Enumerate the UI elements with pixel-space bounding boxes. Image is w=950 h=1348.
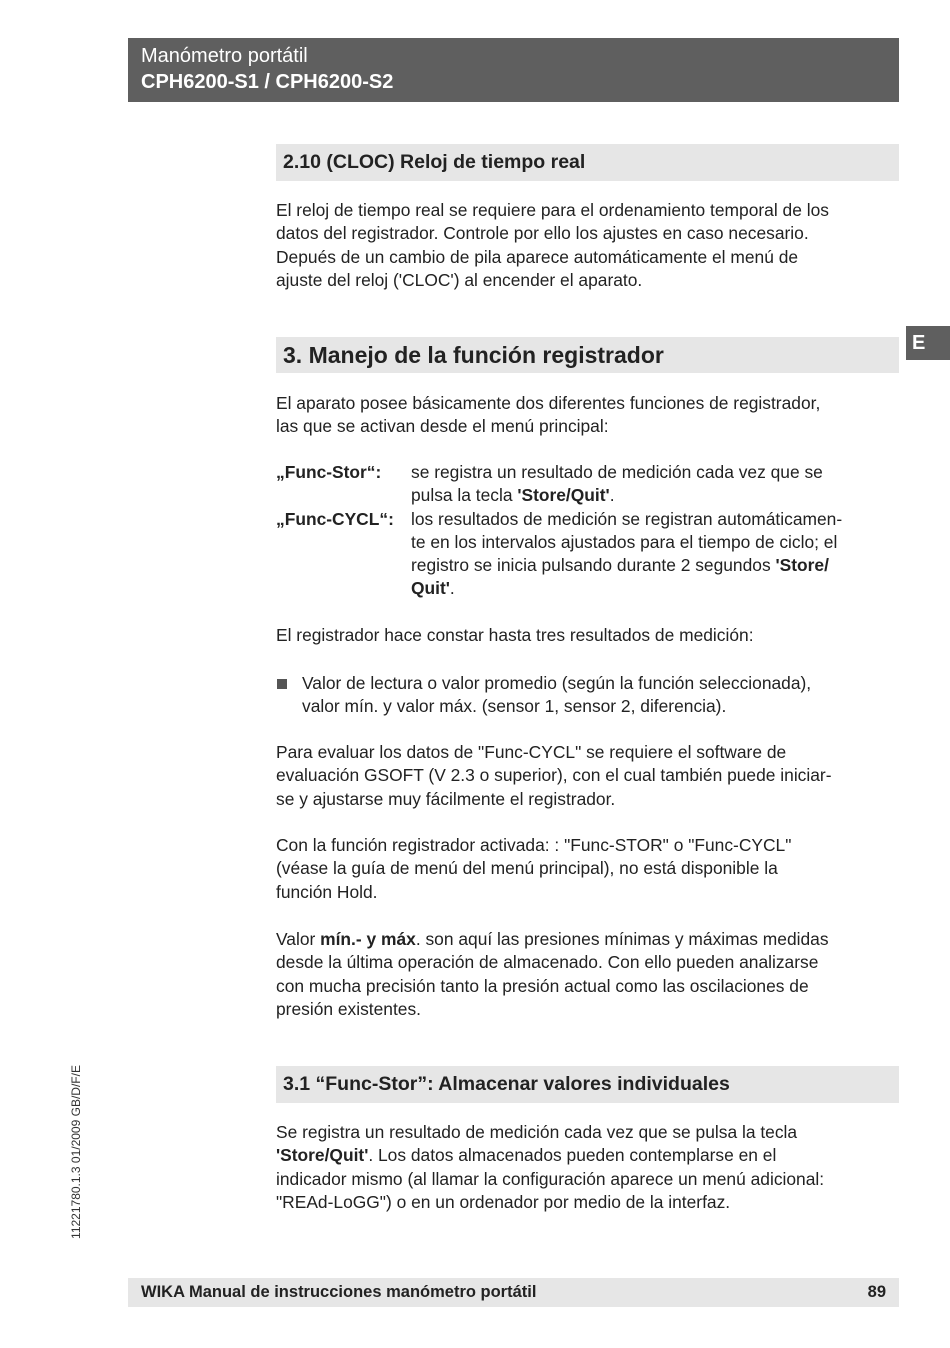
paragraph-hold: Con la función registrador activada: : "Func-STOR" o "Func-CYCL" (véase la guía de menú del menú principal), no está disponible la función Hold. [276,835,792,902]
page-number: 89 [867,1283,886,1301]
definition-term: „Func-Stor“: [276,462,382,482]
footer-title: WIKA Manual de instrucciones manómetro portátil [141,1283,537,1301]
paragraph-minmax: Valor mín.- y máx. son aquí las presiones mínimas y máximas medidas desde la última operación de almacenado. Con ello pueden analizarse con mucha precisión tanto la presión actual como las oscilaciones de presión existentes. [276,929,829,1019]
paragraph-func-stor: Se registra un resultado de medición cada vez que se pulsa la tecla 'Store/Quit'. Los datos almacenados pueden contemplarse en el indicador mismo (al llamar la configuración aparece un menú adicional: "REAd-LoGG") o en un ordenador por medio de la interfaz. [276,1122,825,1212]
page-footer [128,1278,899,1307]
bullet-item [276,672,901,719]
header-model: CPH6200-S1 / CPH6200-S2 [141,71,394,93]
section-title-3-1: 3.1 “Func-Stor”: Almacenar valores individuales [276,1066,899,1103]
definition-func-stor [276,461,901,508]
function-definitions [276,461,901,601]
definition-func-cycl [276,508,901,601]
paragraph-clock: El reloj de tiempo real se requiere para el ordenamiento temporal de los datos del registrador. Controle por ello los ajustes en caso necesario. Depués de un cambio de pila aparece automáticamente el menú de ajuste del reloj ('CLOC') al encender el aparato. [276,200,829,290]
square-bullet-icon [277,679,287,689]
definition-description: se registra un resultado de medición cada vez que se pulsa la tecla 'Store/Quit'. [411,462,823,506]
side-code-text: 11221780.1.3 01/2009 GB/D/F/E [69,1065,83,1239]
definition-term: „Func-CYCL“: [276,508,394,529]
section-title-3: 3. Manejo de la función registrador [276,337,899,373]
section-title-2-10: 2.10 (CLOC) Reloj de tiempo real [276,144,899,181]
paragraph-records: El registrador hace constar hasta tres resultados de medición: [276,625,754,645]
paragraph-intro: El aparato posee básicamente dos diferentes funciones de registrador, las que se activan desde el menú principal: [276,393,821,437]
page-header [128,38,899,102]
bullet-text: Valor de lectura o valor promedio (según la función seleccionada), valor mín. y valor máx. (sensor 1, sensor 2, diferencia). [302,673,812,717]
language-tab: E [906,326,950,360]
paragraph-gsoft: Para evaluar los datos de "Func-CYCL" se requiere el software de evaluación GSOFT (V 2.3 o superior), con el cual también puede iniciar- se y ajustarse muy fácilmente el registrador. [276,742,832,809]
definition-description: los resultados de medición se registran automáticamen- te en los intervalos ajustados para el tiempo de ciclo; el registro se inicia pulsando durante 2 segundos 'Store/ Quit'. [411,508,843,599]
header-title: Manómetro portátil [141,45,308,67]
